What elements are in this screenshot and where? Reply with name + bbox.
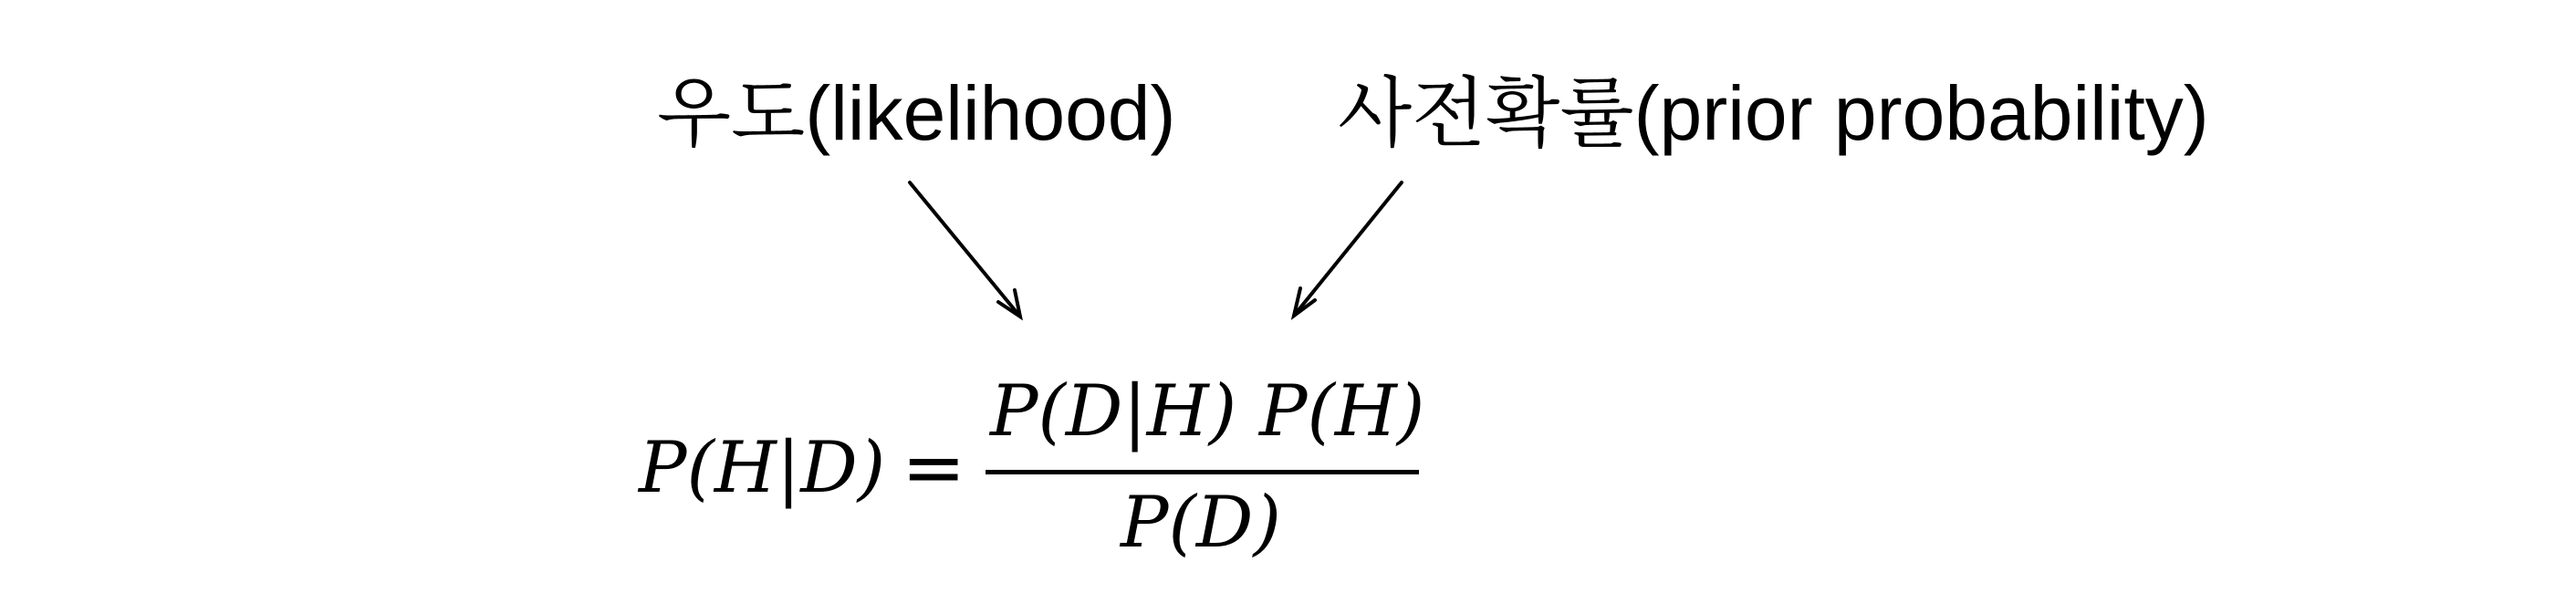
likelihood-arrow	[910, 182, 1020, 317]
posterior-term: P(H|D)	[639, 427, 886, 509]
prior-label-ko: 사전확률	[1338, 68, 1634, 158]
prior-label-en: (prior probability)	[1633, 70, 2209, 156]
likelihood-arrow-shaft	[910, 182, 1020, 317]
fraction-numerator: P(D|H) P(H)	[990, 370, 1425, 453]
fraction-denominator: P(D)	[1121, 482, 1281, 564]
likelihood-label-en: (likelihood)	[805, 70, 1176, 156]
equals-sign: =	[902, 422, 966, 512]
prior-arrow	[1294, 182, 1402, 316]
fraction-bar	[986, 470, 1419, 474]
likelihood-label-ko: 우도	[657, 68, 806, 158]
prior-arrow-shaft	[1294, 182, 1402, 316]
